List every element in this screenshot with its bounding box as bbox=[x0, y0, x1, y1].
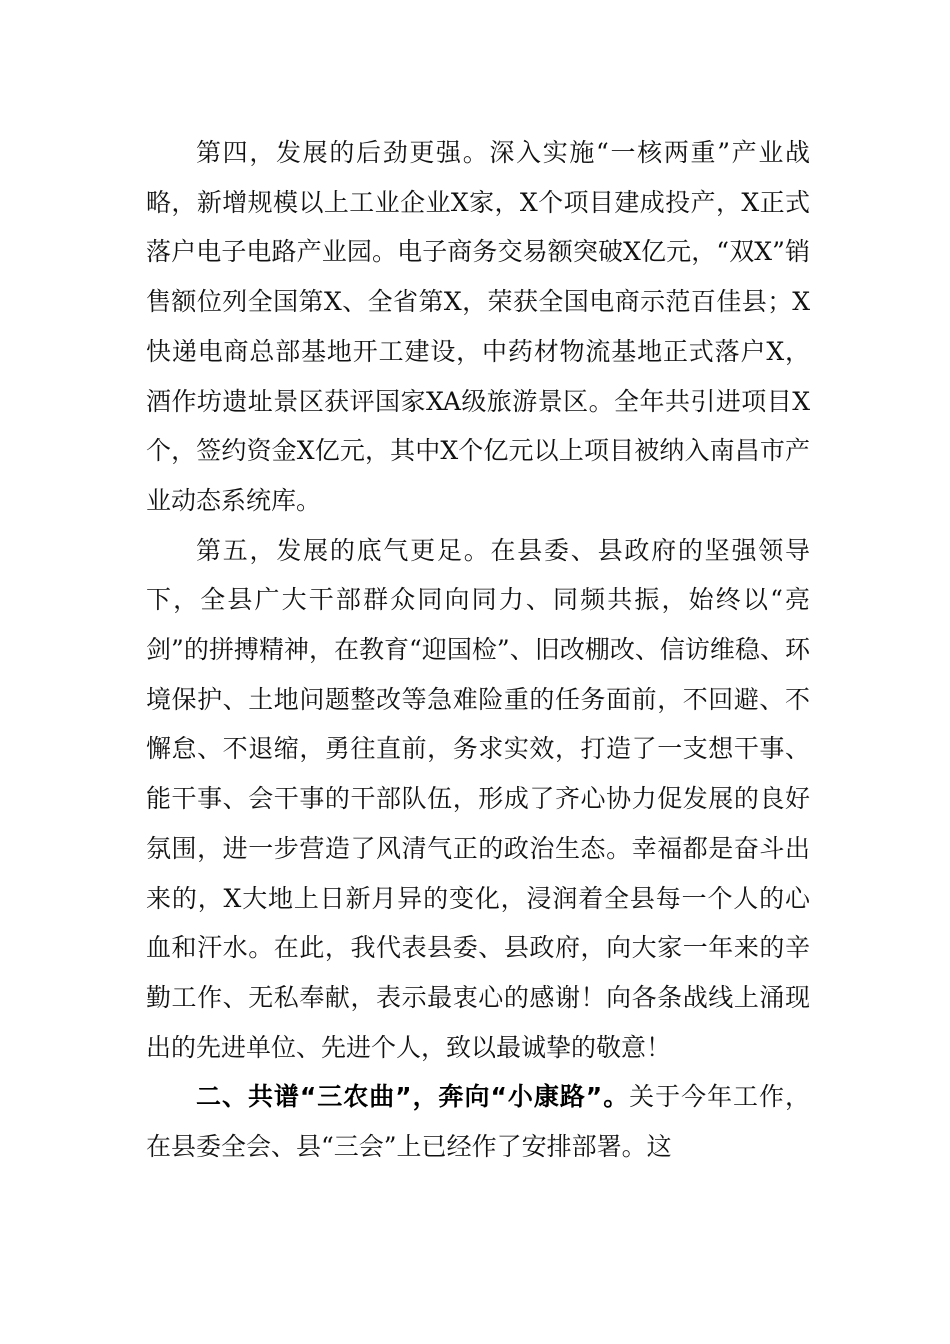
section-heading: 二、共谱“三农曲”，奔向“小康路”。 bbox=[196, 1082, 630, 1112]
paragraph-fourth-point bbox=[146, 128, 810, 526]
paragraph-fifth-point bbox=[146, 526, 810, 1073]
document-body bbox=[146, 128, 810, 1172]
paragraph-text: 第五，发展的底气更足。在县委、县政府的坚强领导下，全县广大干部群众同向同力、同频共振，始终以“亮剑”的拼搏精神，在教育“迎国检”、旧改棚改、信访维稳、环境保护、土地问题整改等急难险重的任务面前，不回避、不懈怠、不退缩，勇往直前，务求实效，打造了一支想干事、能干事、会干事的干部队伍，形成了齐心协力促发展的良好氛围，进一步营造了风清气正的政治生态。幸福都是奋斗出来的，X大地上日新月异的变化，浸润着全县每一个人的心血和汗水。在此，我代表县委、县政府，向大家一年来的辛勤工作、无私奉献，表示最衷心的感谢！向各条战线上涌现出的先进单位、先进个人，致以最诚挚的敬意！ bbox=[146, 535, 810, 1062]
paragraph-section-two bbox=[146, 1072, 810, 1171]
paragraph-text: 关于今年工作，在县委全会、县“三会”上已经作了安排部署。这 bbox=[146, 1082, 810, 1162]
paragraph-text: 第四，发展的后劲更强。深入实施“一核两重”产业战略，新增规模以上工业企业X家，X个项目建成投产，X正式落户电子电路产业园。电子商务交易额突破X亿元，“双X”销售额位列全国第X、全省第X，荣获全国电商示范百佳县；X快递电商总部基地开工建设，中药材物流基地正式落户X，酒作坊遗址景区获评国家XA级旅游景区。全年共引进项目X个，签约资金X亿元，其中X个亿元以上项目被纳入南昌市产业动态系统库。 bbox=[146, 138, 810, 515]
